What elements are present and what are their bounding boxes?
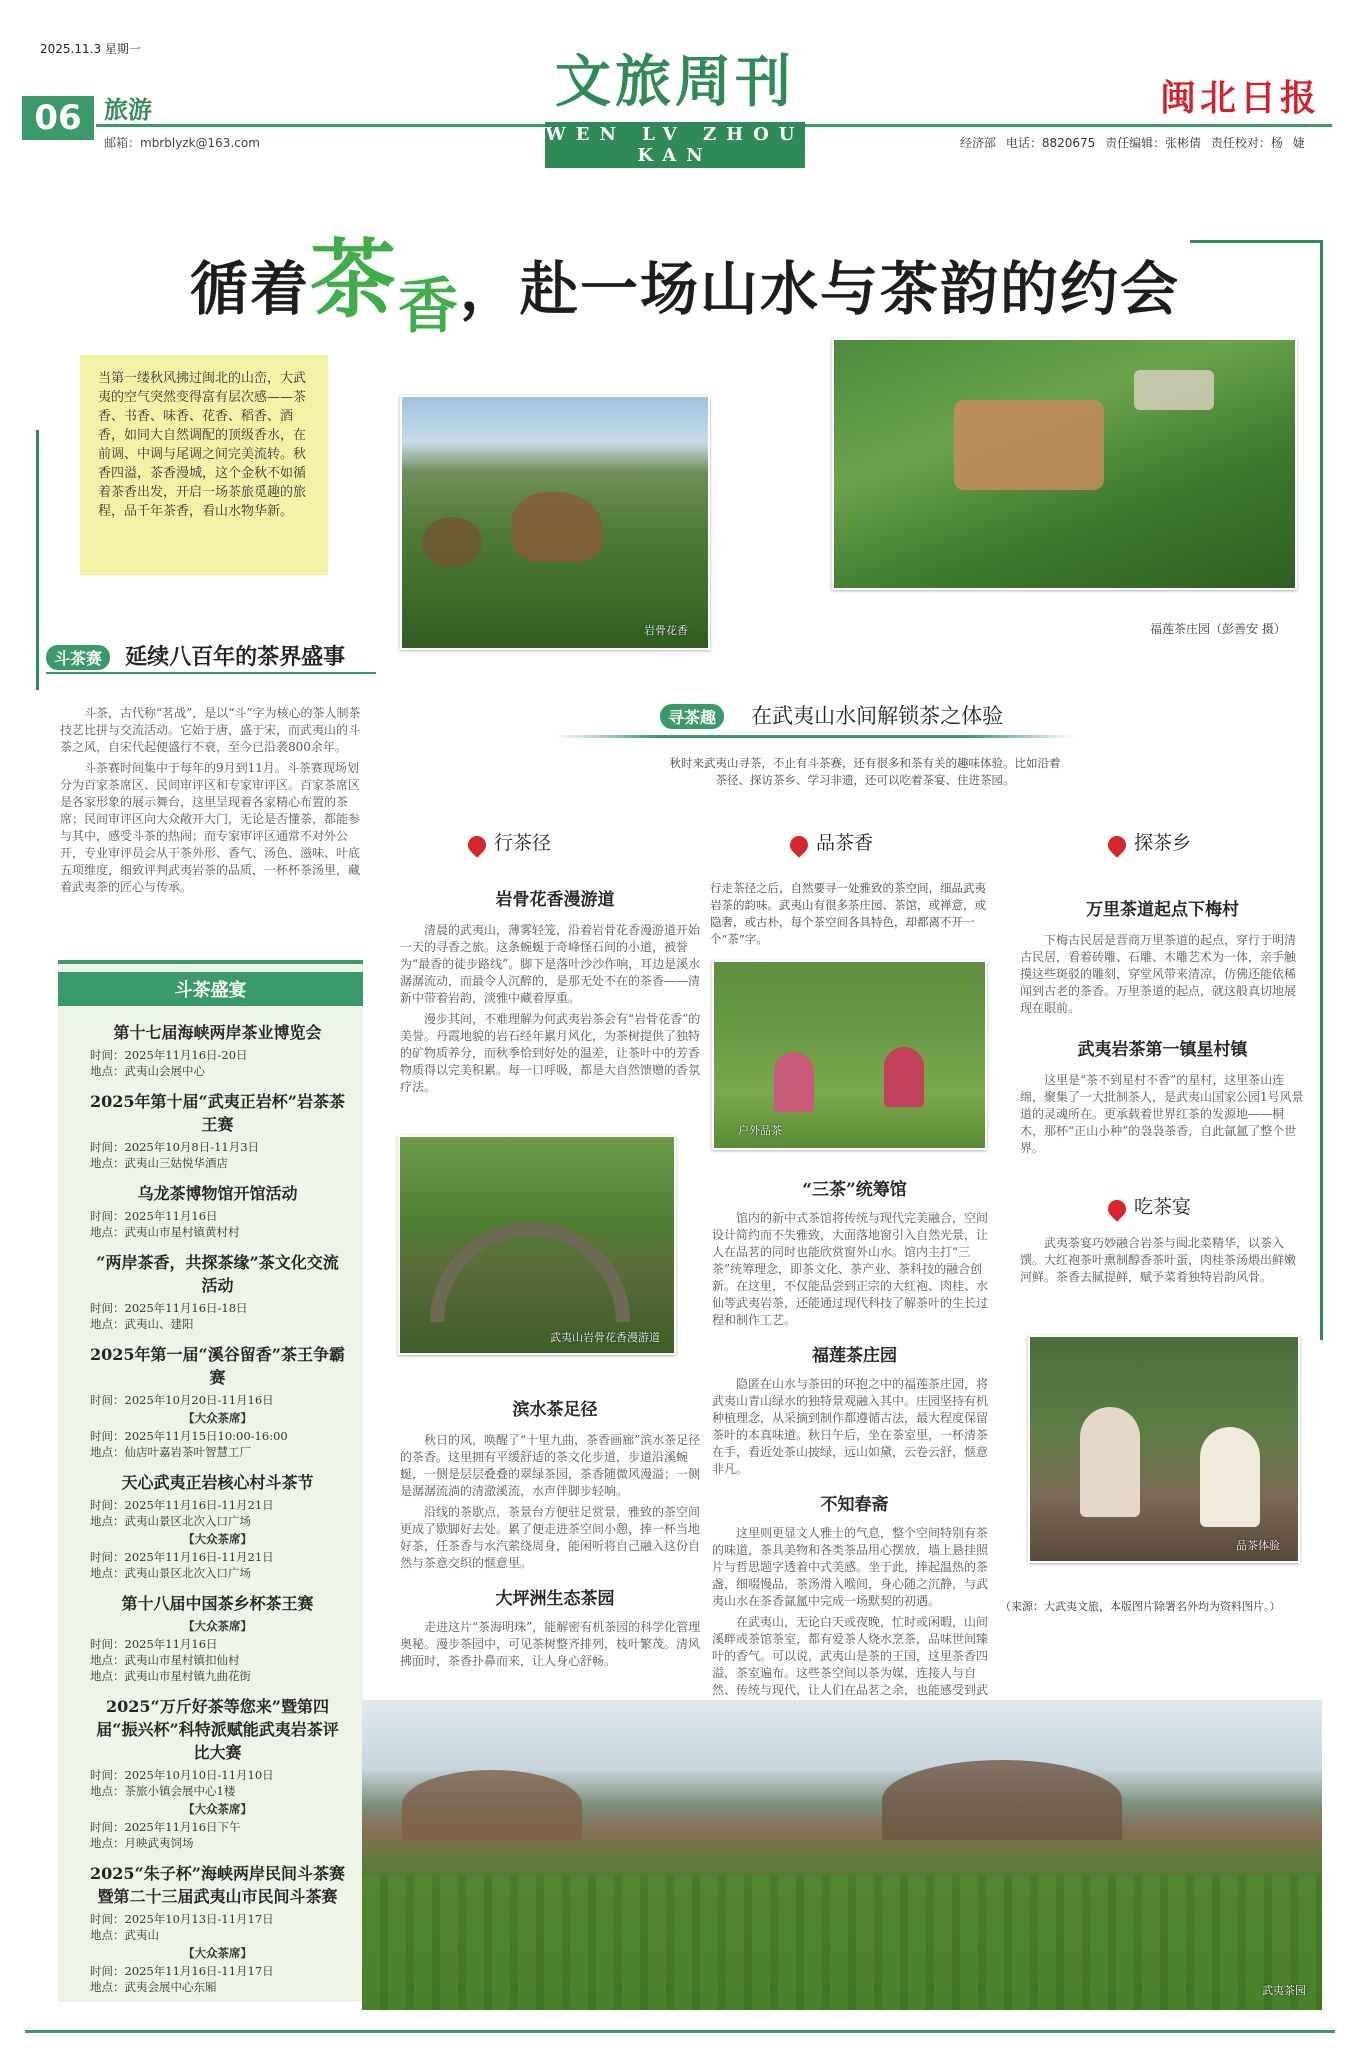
intro-box: 当第一缕秋风拂过闽北的山峦，大武夷的空气突然变得富有层次感——茶香、书香、味香、花香、稻香、酒香，如同大自然调配的顶级香水，在前调、中调与尾调之间完美流转。秋香四溢，茶香漫城，这个金秋不如循着茶香出发，开启一场茶旅觅趣的旅程，品千年茶香，看山水物华新。 xyxy=(80,355,328,575)
photo-outdoor-tea xyxy=(712,960,987,1150)
dou-cha-rule xyxy=(46,672,376,674)
col1-h1: 岩骨花香漫游道 xyxy=(495,890,615,910)
photo-yangu-huaxiang xyxy=(400,395,710,650)
col2-lead: 行走茶径之后，自然要寻一处雅致的茶空间，细品武夷岩茶的韵味。武夷山有很多茶庄园、茶馆，或禅意，或隐奢，或古朴，每个茶空间各具特色，却都离不开一个“茶”字。 xyxy=(710,881,986,946)
col1-block1 xyxy=(400,885,710,1096)
label-chi-cha-yan xyxy=(1108,1192,1191,1219)
location-pin-icon xyxy=(464,832,489,857)
photo-caption: 品茶体验 xyxy=(1236,1539,1280,1552)
event-detail: 时间：2025年11月15日10:00-16:00 xyxy=(90,1429,288,1443)
col1-h2: 滨水茶足径 xyxy=(512,1400,598,1420)
col3-h1: 万里茶道起点下梅村 xyxy=(1086,900,1239,920)
event-title: 2025年第十届“武夷正岩杯”岩茶茶王赛 xyxy=(90,1092,345,1134)
col3-p1: 下梅古民居是晋商万里茶道的起点，穿行于明清古民居，看着砖雕、石雕、木雕艺术为一体，亲手触摸这些斑驳的雕刻，穿堂风带来清凉，仿佛还能依稀闻到古老的茶香。万里茶道的起点，就这般真切地展现在眼前。 xyxy=(1020,933,1297,1015)
event-detail: 地点：武夷山 xyxy=(90,1928,159,1942)
col3-feast xyxy=(1020,1235,1305,1286)
event-title: 2025“万斤好茶等您来”暨第四届“振兴杯”科特派赋能武夷岩茶评比大赛 xyxy=(96,1697,339,1762)
event-title: “两岸茶香，共探茶缘”茶文化交流活动 xyxy=(96,1253,339,1295)
photo-caption: 武夷茶园 xyxy=(1262,1984,1306,1997)
event-detail: 地点：月映武夷饲场 xyxy=(90,1836,194,1850)
xun-cha-rule xyxy=(555,735,1075,738)
event-item xyxy=(58,1244,363,1336)
paper-logo: 闽北日报 xyxy=(1160,77,1321,119)
events-box xyxy=(58,960,363,2002)
event-detail: 时间：2025年10月10日-11月10日 xyxy=(90,1768,274,1782)
event-item xyxy=(58,1688,363,1855)
event-subheading: 【大众茶席】 xyxy=(183,1802,252,1816)
masthead-pinyin: WEN LV ZHOU KAN xyxy=(545,124,805,166)
section-email: 邮箱：mbrblyzk@163.com xyxy=(104,136,260,150)
photo-caption: 户外品茶 xyxy=(738,1124,782,1137)
label-xing-cha-jing xyxy=(468,828,551,855)
photo-tea-garden-panorama xyxy=(362,1700,1322,2010)
dou-cha-heading xyxy=(46,640,345,671)
event-subheading: 【大众茶席】 xyxy=(183,1411,252,1425)
event-title: 2025“朱子杯”海峡两岸民间斗茶赛暨第二十三届武夷山市民间斗茶赛 xyxy=(90,1864,345,1906)
masthead-title: 文旅周刊 xyxy=(555,49,795,115)
event-detail: 地点：武夷山市星村镇九曲花街 xyxy=(90,1669,251,1683)
photo-caption: 武夷山岩骨花香漫游道 xyxy=(550,1331,660,1344)
page-number: 06 xyxy=(22,96,94,140)
event-item xyxy=(58,1336,363,1464)
photo-tea-experience xyxy=(1028,1335,1300,1563)
photo-fulian-estate xyxy=(832,338,1297,590)
event-subheading: 【大众茶席】 xyxy=(183,1532,252,1546)
event-detail: 地点：武夷山市星村镇扣仙村 xyxy=(90,1653,240,1667)
headline-rule xyxy=(1190,240,1320,243)
event-item xyxy=(58,1175,363,1244)
issue-date: 2025.11.3 星期一 xyxy=(40,42,141,56)
label-tan-cha-xiang xyxy=(1108,828,1191,855)
event-subheading: 【大众茶席】 xyxy=(183,1946,252,1960)
xun-cha-badge: 寻茶趣 xyxy=(660,704,724,729)
col1-p5: 走进这片“茶海明珠”，能解密有机茶园的科学化管理奥秘。漫步茶园中，可见茶树整齐排列，枝叶繁茂。清风拂面时，茶香扑鼻而来，让人身心舒畅。 xyxy=(400,1620,701,1668)
headline-cha: 茶 xyxy=(310,229,399,330)
xun-cha-title: 在武夷山水间解锁茶之体验 xyxy=(751,704,1004,728)
col2-p3: 这里则更显文人雅士的气息，整个空间特别有茶的味道，茶具美物和各类茶品用心摆放，墙上悬挂照片与哲思题字透着中式美感。坐于此，捧起温热的茶盏，细啜慢品，茶汤滑入喉间，身心随之沉静，与武夷山水在茶香氤氲中完成一场默契的初遇。 xyxy=(712,1526,989,1608)
event-title: 第十七届海峡两岸茶业博览会 xyxy=(113,1023,322,1042)
event-detail: 时间：2025年11月16日-11月21日 xyxy=(90,1550,274,1564)
headline-pre: 循着 xyxy=(190,255,311,323)
editor-credits: 经济部 电话：8820675 责任编辑：张彬倩 责任校对：杨 婕 xyxy=(960,136,1305,150)
headline-xiang: 香 xyxy=(398,272,461,342)
events-title: 斗茶盛宴 xyxy=(58,972,363,1006)
dou-cha-title: 延续八百年的茶界盛事 xyxy=(125,644,346,670)
col1-h3: 大坪洲生态茶园 xyxy=(495,1589,615,1609)
dou-cha-p2: 斗茶赛时间集中于每年的9月到11月。斗茶赛现场划分为百家茶席区、民间审评区和专家审评区。百家茶席区是各家形象的展示舞台，这里呈现着各家精心布置的茶席；民间审评区向大众敞开大门，无论是否懂茶，都能参与其中，感受斗茶的热闹；而专家审评区通常不对外公开，专业审评员会从干茶外形、香气、汤色、滋味、叶底五项维度，细致评判武夷岩茶的品质，一杯杯茶汤里，藏着武夷茶的匠心与传承。 xyxy=(60,761,361,894)
event-detail: 地点：仙店叶嘉岩茶叶智慧工厂 xyxy=(90,1445,251,1459)
col3-label2: 吃茶宴 xyxy=(1134,1196,1192,1218)
location-pin-icon xyxy=(786,832,811,857)
col1-p2: 漫步其间，不难理解为何武夷岩茶会有“岩骨花香”的美誉。丹霞地貌的岩石经年累月风化，为茶树提供了独特的矿物质养分，而秋季恰到好处的温差，让茶叶中的芳香物质得以完美积累。每一口呼吸，都是大自然馈赠的香氛疗法。 xyxy=(400,1012,701,1094)
dou-cha-body xyxy=(60,705,365,896)
col2-h2: 福莲茶庄园 xyxy=(812,1346,897,1366)
right-frame-line xyxy=(1320,240,1323,1340)
dou-cha-p1: 斗茶，古代称“茗战”，是以“斗”字为核心的茶人制茶技艺比拼与交流活动。它始于唐，盛于宋，而武夷山的斗茶之风，自宋代起便盛行不衰，至今已沿袭800余年。 xyxy=(60,706,361,754)
col3-p3: 武夷茶宴巧妙融合岩茶与闽北菜精华，以茶入馔。大红袍茶叶熏制醇香茶叶蛋，肉桂茶汤煨出鲜嫩河鲜。茶香去腻提鲜，赋予菜肴独特岩韵风骨。 xyxy=(1020,1236,1297,1284)
col1-p4: 沿线的茶歇点，茶景台方便驻足赏景，雅致的茶空间更成了歇脚好去处。累了便走进茶空间小憩，捧一杯当地好茶，任茶香与水汽萦绕周身，能闲听将自己融入这份自然与茶意交织的惬意里。 xyxy=(400,1505,701,1570)
event-item xyxy=(58,1464,363,1585)
left-frame-line xyxy=(36,430,39,690)
event-detail: 时间：2025年11月16日 xyxy=(90,1637,218,1651)
event-title: 乌龙茶博物馆开馆活动 xyxy=(137,1184,298,1203)
event-detail: 地点：茶旅小镇会展中心1楼 xyxy=(90,1784,236,1798)
col1-p3: 秋日的风，唤醒了“十里九曲，茶香画廊”滨水茶足径的茶香。这里拥有平缓舒适的茶文化步道，步道沿溪蜿蜒，一侧是层层叠叠的翠绿茶园，茶香随微风漫溢；一侧是潺潺流淌的清澈溪流，水声伴脚步轻响。 xyxy=(400,1433,701,1498)
event-detail: 地点：武夷山三姑悦华酒店 xyxy=(90,1156,228,1170)
event-item xyxy=(58,1585,363,1688)
col2-p1: 馆内的新中式茶馆将传统与现代完美融合，空间设计简约而不失雅致，大面落地窗引入自然光景，让人在品茗的同时也能欣赏窗外山水。馆内主打“三茶”统筹理念，即茶文化、茶产业、茶科技的融合创新。在这里，不仅能品尝到正宗的大红袍、肉桂、水仙等武夷岩茶，还能通过现代科技了解茶叶的生长过程和制作工艺。 xyxy=(712,1211,989,1327)
event-detail: 时间：2025年11月16日-11月21日 xyxy=(90,1498,274,1512)
event-detail: 时间：2025年11月16日下午 xyxy=(90,1820,241,1834)
col2-p4: 在武夷山，无论白天或夜晚，忙时或闲暇，山间溪畔或茶馆茶室，都有爱茶人烧水烹茶，品味世间臻叶的香气。可以说，武夷山是茶的王国，这里茶香四溢，茶室遍布。这些茶空间以茶为媒，连接人与自然、传统与现代，让人们在品茗之余，也能感受到武 xyxy=(712,1615,989,1697)
event-subheading: 【大众茶席】 xyxy=(183,1619,252,1633)
event-detail: 地点：武夷山、建阳 xyxy=(90,1317,194,1331)
event-title: 第十八届中国茶乡杯茶王赛 xyxy=(121,1594,314,1613)
event-detail: 地点：武夷山景区北次入口广场 xyxy=(90,1514,251,1528)
location-pin-icon xyxy=(1104,832,1129,857)
dou-cha-badge: 斗茶赛 xyxy=(46,645,110,670)
col3-h2: 武夷岩茶第一镇星村镇 xyxy=(1077,1040,1248,1060)
col2-block xyxy=(712,1175,997,1716)
col2-h1: “三茶”统筹馆 xyxy=(802,1180,907,1200)
event-item xyxy=(58,1083,363,1175)
col3-p2: 这里是“茶不到星村不香”的星村，这里茶山连绵，聚集了一大批制茶人，是武夷山国家公园1号风景道的灵魂所在。更承载着世界红茶的发源地——桐木，那杯“正山小种”的袅袅茶香，自此氤氲了整个世界。 xyxy=(1020,1073,1304,1155)
col1-block2 xyxy=(400,1395,710,1670)
event-detail: 时间：2025年10月8日-11月3日 xyxy=(90,1140,260,1154)
event-detail: 时间：2025年10月20日-11月16日 xyxy=(90,1393,274,1407)
photo-stone-bridge xyxy=(398,1135,676,1355)
event-detail: 时间：2025年10月13日-11月17日 xyxy=(90,1912,274,1926)
col3-label: 探茶乡 xyxy=(1134,832,1192,854)
section-name: 旅游 xyxy=(104,95,152,124)
xun-cha-lead: 秋时来武夷山寻茶，不止有斗茶赛，还有很多和茶有关的趣味体验。比如沿着茶径、探访茶乡、学习非遗，还可以吃着茶宴、住进茶园。 xyxy=(669,756,1061,787)
headline-post: ，赴一场山水与茶韵的约会 xyxy=(460,255,1181,323)
col2-h3: 不知春斋 xyxy=(820,1495,889,1515)
event-detail: 地点：武夷山会展中心 xyxy=(90,1064,205,1078)
event-detail: 时间：2025年11月16日 xyxy=(90,1209,218,1223)
events-list xyxy=(58,1014,363,1999)
location-pin-icon xyxy=(1104,1196,1129,1221)
col2-label: 品茶香 xyxy=(816,832,874,854)
event-detail: 地点：武夷山景区北次入口广场 xyxy=(90,1566,251,1580)
bottom-rule xyxy=(25,2030,1335,2033)
event-title: 天心武夷正岩核心村斗茶节 xyxy=(121,1473,314,1492)
col1-p1: 清晨的武夷山，薄雾轻笼，沿着岩骨花香漫游道开始一天的寻香之旅。这条蜿蜒于奇峰怪石间的小道，被誉为“最香的徒步路线”。脚下是落叶沙沙作响，耳边是溪水潺潺流动，而最令人沉醉的，是那无处不在的茶香——清新中带着岩韵，淡雅中藏着厚重。 xyxy=(400,923,701,1005)
page-headline xyxy=(190,210,1181,342)
masthead xyxy=(545,38,805,168)
col1-label: 行茶径 xyxy=(494,832,552,854)
event-detail: 地点：武夷山市星村镇黄村村 xyxy=(90,1225,240,1239)
event-detail: 时间：2025年11月16日-18日 xyxy=(90,1301,248,1315)
event-detail: 时间：2025年11月16日-20日 xyxy=(90,1048,248,1062)
photo-caption: 岩骨花香 xyxy=(644,624,688,637)
image-source-note: （来源：大武夷文旅，本版图片除署名外均为资料图片。） xyxy=(1000,1600,1281,1613)
event-item xyxy=(58,1014,363,1083)
event-detail: 时间：2025年11月16日-11月17日 xyxy=(90,1964,274,1978)
event-item xyxy=(58,1855,363,1999)
col3-block xyxy=(1020,895,1305,1157)
event-detail: 地点：武夷会展中心东厢 xyxy=(90,1980,217,1994)
col2-p2: 隐匿在山水与茶田的环抱之中的福莲茶庄园，将武夷山青山绿水的独特景观融入其中。庄园坚持有机种植理念，从采摘到制作都遵循古法，最大程度保留茶叶的本真味道。秋日午后，坐在茶室里，一杯清茶在手，看近处茶山披绿，远山如黛，云卷云舒，惬意非凡。 xyxy=(712,1377,989,1476)
event-title: 2025年第一届“溪谷留香”茶王争霸赛 xyxy=(90,1345,345,1387)
photo-caption-fulian: 福莲茶庄园（彭善安 摄） xyxy=(1150,622,1286,636)
xun-cha-heading xyxy=(660,700,1003,730)
label-pin-cha-xiang xyxy=(790,828,873,855)
